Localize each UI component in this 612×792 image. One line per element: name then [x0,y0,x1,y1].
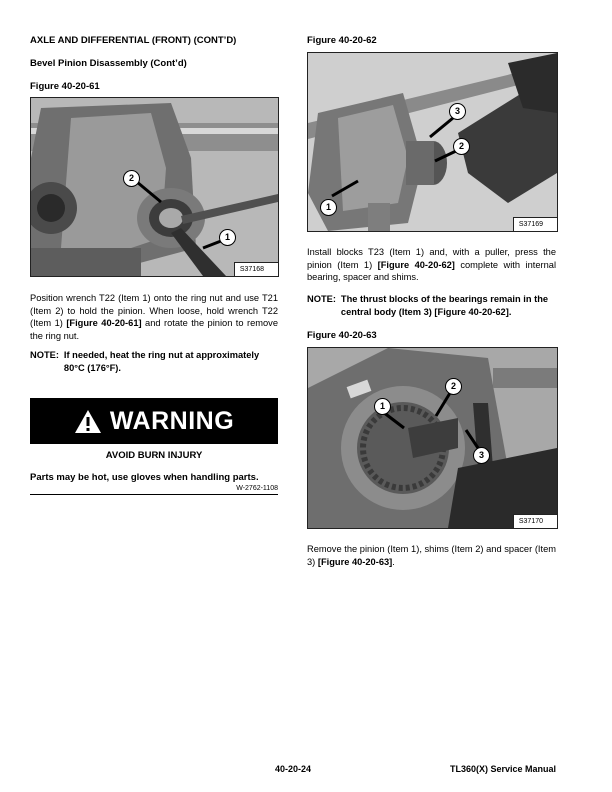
warning-subtitle: AVOID BURN INJURY [105,450,203,461]
figure-61-photo [30,97,279,277]
figure-61-callout-2: 2 [123,170,140,187]
figure-62-code: S37169 [513,217,557,231]
note-label: NOTE: [307,294,336,304]
warning-triangle-icon [74,409,102,434]
figure-63-callout-1: 1 [374,398,391,415]
figure-62-illustration [308,53,557,231]
figure-63-code: S37170 [513,514,557,528]
paragraph-remove-pinion: Remove the pinion (Item 1), shims (Item 2) and spacer (Item 3) [Figure 40-20-63]. [307,544,556,567]
figure-62-callout-1: 1 [320,199,337,216]
figure-62-callout-2: 2 [453,138,470,155]
figure-reference-63: [Figure 40-20-63] [317,556,393,567]
figure-63-label: Figure 40-20-63 [307,330,377,341]
note-text: The thrust blocks of the bearings remain in the central body (Item 3) [Figure 40-20-62]. [340,294,549,317]
note-label: NOTE: [30,350,59,360]
figure-63-illustration [308,348,557,528]
warning-divider [30,494,278,495]
figure-63-photo [307,347,558,529]
warning-banner [30,398,278,444]
note-heat-ring-nut [30,349,278,374]
warning-text: Parts may be hot, use gloves when handling parts. [30,472,259,483]
note-thrust-blocks [307,293,556,318]
footer-page-number: 40-20-24 [275,764,312,774]
figure-61-code: S37168 [234,262,278,276]
section-title: AXLE AND DIFFERENTIAL (FRONT) (CONT’D) [30,35,237,46]
figure-61-illustration [31,98,278,276]
figure-61-label: Figure 40-20-61 [30,81,100,92]
paragraph-install-blocks: Install blocks T23 (Item 1) and, with a puller, press the pinion (Item 1) [Figure 40-20-62] complete with internal bearing, spacer and shims. [307,247,557,283]
figure-62-callout-3: 3 [449,103,466,120]
footer-manual-title: TL360(X) Service Manual [449,764,556,774]
figure-62-photo [307,52,558,232]
figure-63-callout-2: 2 [445,378,462,395]
paragraph-wrench: Position wrench T22 (Item 1) onto the ring nut and use T21 (Item 2) to hold the pinion. When loose, hold wrench T22 (Item 1) [Figure 40-20-61] and rotate the pinion to remove the ring nut. [30,293,279,341]
figure-63-callout-3: 3 [473,447,490,464]
warning-title: WARNING [109,406,235,435]
note-text: If needed, heat the ring nut at approximately 80°C (176°F). [63,350,260,373]
figure-reference-61: [Figure 40-20-61] [66,318,142,329]
subsection-title: Bevel Pinion Disassembly (Cont’d) [30,58,187,69]
figure-62-label: Figure 40-20-62 [307,35,377,46]
warning-code: W-2762-1108 [236,485,278,492]
figure-61-callout-1: 1 [219,229,236,246]
figure-reference-62: [Figure 40-20-62] [377,259,455,270]
